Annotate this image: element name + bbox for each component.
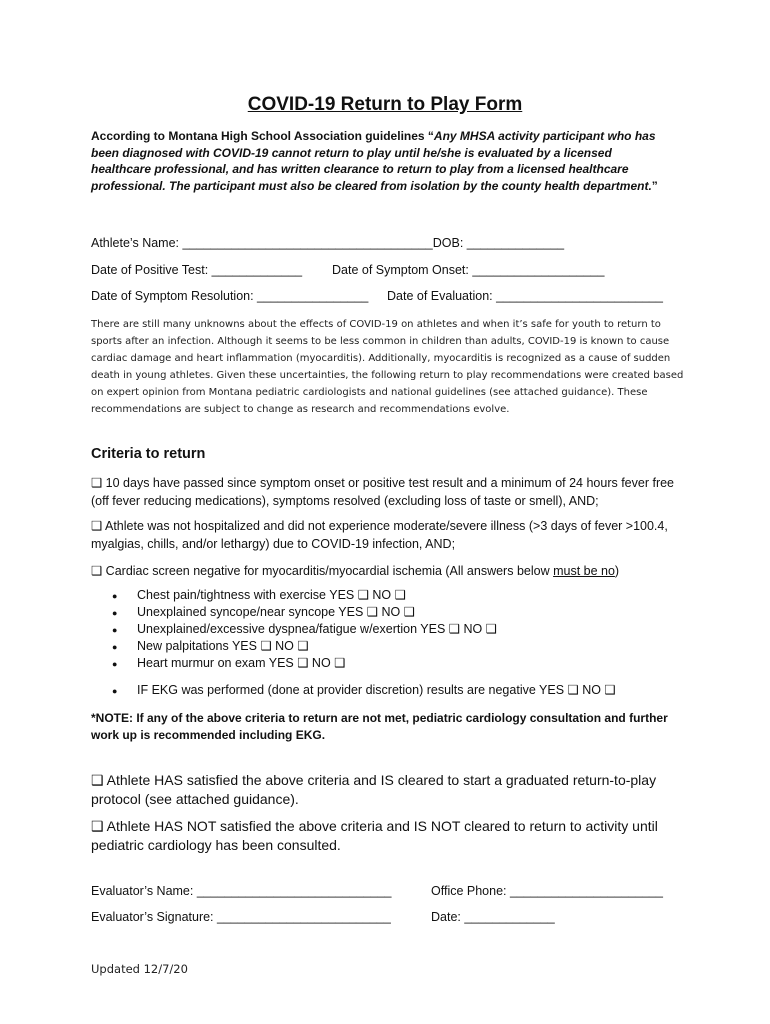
intro-quote: Any MHSA activity participant who has been diagnosed with COVID-19 cannot return to play until he/she is evaluated by a licensed healthcare professional, and has written clearance to return to play from a licensed healthcare professional. The participant must also be cleared from isolation by the county health department. (91, 129, 656, 193)
intro-guideline (91, 128, 671, 194)
symptom-onset-date-field[interactable]: Date of Symptom Onset: ___________________ (332, 263, 605, 277)
list-item[interactable]: ● Unexplained/excessive dyspnea/fatigue w/exertion YES ❑ NO ❑ (112, 621, 616, 638)
symptom-resolution-date-field[interactable]: Date of Symptom Resolution: ________________ (91, 289, 369, 303)
list-item[interactable]: ● Chest pain/tightness with exercise YES ❑ NO ❑ (112, 587, 616, 604)
evaluator-name-field[interactable]: Evaluator’s Name: ____________________________ (91, 884, 392, 898)
background-paragraph: There are still many unknowns about the effects of COVID-19 on athletes and when it’s safe for youth to return to sports after an infection. Although it seems to be less common in children than adults, COVID-19 is known to cause cardiac damage and heart inflammation (myocarditis). Additionally, myocarditis is recognized as a cause of sudden death in young athletes. Given these uncertainties, the following return to play recommendations were created based on expert opinion from Montana pediatric cardiologists and national guidelines (see attached guidance). These recommendations are subject to change as research and recommendations evolve. (91, 319, 684, 415)
positive-test-date-field[interactable]: Date of Positive Test: _____________ (91, 263, 303, 277)
cleared-option[interactable]: ❑ Athlete HAS satisfied the above criteria and IS cleared to start a graduated return-to-play protocol (see attached guidance). (91, 772, 657, 807)
cardiac-screen-close: ) (614, 564, 620, 578)
cardiac-screen-list (112, 587, 616, 699)
evaluator-signature-field[interactable]: Evaluator’s Signature: _________________________ (91, 910, 391, 924)
criterion-10-days[interactable]: ❑ 10 days have passed since symptom onset or positive test result and a minimum of 24 hours fever free (off fever reducing medications), symptoms resolved (excluding loss of taste or smell), AND; (91, 476, 675, 508)
criterion-cardiac-screen[interactable] (91, 562, 691, 580)
list-item[interactable]: ● New palpitations YES ❑ NO ❑ (112, 638, 616, 655)
must-be-no-text: must be no (553, 564, 615, 578)
list-item[interactable]: ● Heart murmur on exam YES ❑ NO ❑ (112, 655, 616, 672)
note-text: *NOTE: If any of the above criteria to return are not met, pediatric cardiology consultation and further work up is recommended including EKG. (91, 711, 668, 742)
updated-footer: Updated 12/7/20 (91, 962, 188, 976)
evaluation-date-field[interactable]: Date of Evaluation: ________________________ (387, 289, 663, 303)
form-title: COVID-19 Return to Play Form (247, 94, 523, 115)
signature-date-field[interactable]: Date: _____________ (431, 910, 555, 924)
criteria-heading: Criteria to return (91, 446, 206, 462)
athlete-name-dob-field[interactable]: Athlete’s Name: ____________________________________DOB: ______________ (91, 236, 565, 250)
cardiac-screen-text: ❑ Cardiac screen negative for myocarditis/myocardial ischemia (All answers below (91, 564, 554, 578)
not-cleared-option[interactable]: ❑ Athlete HAS NOT satisfied the above criteria and IS NOT cleared to return to activity until pediatric cardiology has been consulted. (91, 818, 658, 853)
list-item[interactable]: ● Unexplained syncope/near syncope YES ❑ NO ❑ (112, 604, 616, 621)
criterion-not-hospitalized[interactable]: ❑ Athlete was not hospitalized and did not experience moderate/severe illness (>3 days of fever >100.4, myalgias, chills, and/or lethargy) due to COVID-19 infection, AND; (91, 519, 668, 551)
office-phone-field[interactable]: Office Phone: ______________________ (431, 884, 663, 898)
intro-end: ” (651, 178, 658, 193)
ekg-list-item[interactable]: ● IF EKG was performed (done at provider discretion) results are negative YES ❑ NO ❑ (112, 682, 616, 699)
intro-lead: According to Montana High School Association guidelines “ (91, 129, 434, 143)
